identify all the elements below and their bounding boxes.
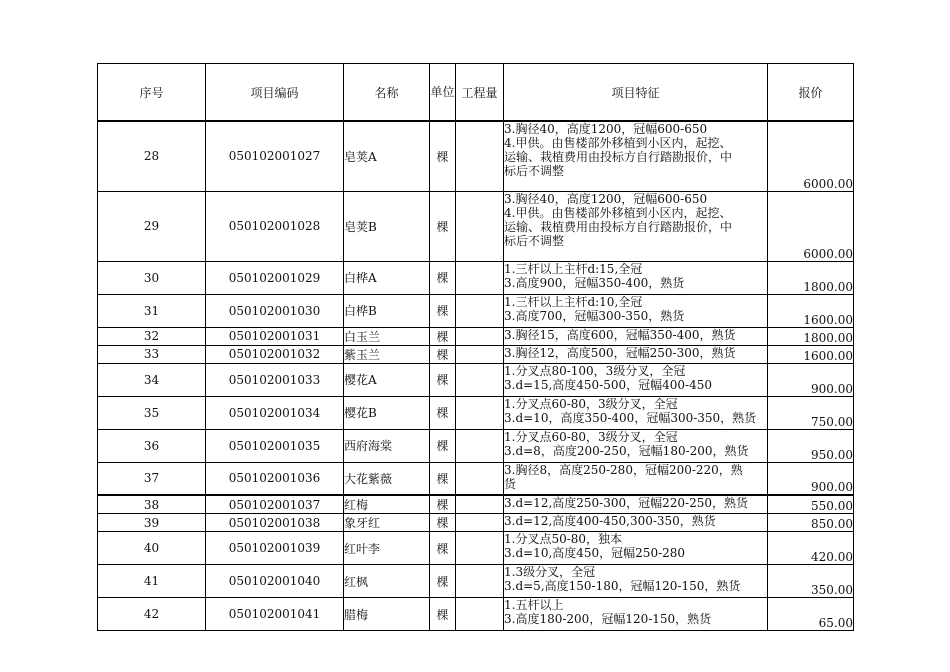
feature-line: 货 (504, 476, 517, 491)
feature-line: 1.3级分叉，全冠 (504, 565, 596, 579)
item-feature (504, 294, 768, 327)
table-row (98, 294, 854, 327)
row-number: 32 (98, 327, 206, 345)
item-quantity (456, 514, 504, 532)
item-code: 050102001033 (206, 363, 344, 396)
item-price: 1800.00 (768, 261, 854, 294)
feature-line: 1.分叉点60-80，3级分叉，全冠 (504, 396, 678, 411)
feature-line: 3.高度700，冠幅300-350，熟货 (504, 308, 685, 323)
item-code: 050102001031 (206, 327, 344, 345)
item-name: 腊梅 (344, 598, 430, 631)
item-name: 白桦A (344, 261, 430, 294)
feature-line: 标后不调整 (504, 233, 565, 248)
item-price: 6000.00 (768, 191, 854, 261)
row-number: 30 (98, 261, 206, 294)
feature-line: 3.胸径8，高度250-280，冠幅200-220，熟 (504, 462, 743, 477)
table-row (98, 327, 854, 345)
item-price: 65.00 (768, 598, 854, 631)
feature-line: 3.d=12,高度400-450,300-350，熟货 (504, 514, 716, 528)
item-quantity (456, 532, 504, 565)
item-unit: 棵 (430, 121, 456, 191)
item-code: 050102001029 (206, 261, 344, 294)
feature-line: 1.分叉点50-80，独本 (504, 532, 623, 546)
feature-line: 1.五杆以上 (504, 598, 564, 612)
table-row (98, 345, 854, 363)
item-quantity (456, 565, 504, 598)
item-price: 950.00 (768, 429, 854, 462)
item-code: 050102001037 (206, 495, 344, 514)
item-unit: 棵 (430, 462, 456, 495)
row-number: 31 (98, 294, 206, 327)
item-feature (504, 327, 768, 345)
table-row (98, 191, 854, 261)
item-quantity (456, 462, 504, 495)
item-name: 皂荚B (344, 191, 430, 261)
item-price: 750.00 (768, 396, 854, 429)
item-code: 050102001039 (206, 532, 344, 565)
table-row (98, 514, 854, 532)
feature-line: 运输、栽植费用由投标方自行踏勘报价，中 (504, 219, 733, 234)
header-code: 项目编码 (206, 64, 344, 122)
item-quantity (456, 191, 504, 261)
item-price: 6000.00 (768, 121, 854, 191)
header-row (98, 64, 854, 122)
item-unit: 棵 (430, 532, 456, 565)
item-name: 红枫 (344, 565, 430, 598)
item-quantity (456, 429, 504, 462)
row-number: 37 (98, 462, 206, 495)
item-unit: 棵 (430, 598, 456, 631)
item-code: 050102001040 (206, 565, 344, 598)
header-feature: 项目特征 (504, 64, 768, 122)
item-feature (504, 565, 768, 598)
feature-line: 运输、栽植费用由投标方自行踏勘报价，中 (504, 150, 733, 164)
feature-line: 3.胸径40，高度1200，冠幅600-650 (504, 122, 708, 136)
table-row (98, 396, 854, 429)
item-name: 白桦B (344, 294, 430, 327)
bill-of-quantities-table (97, 63, 854, 631)
item-code: 050102001036 (206, 462, 344, 495)
item-name: 西府海棠 (344, 429, 430, 462)
feature-line: 3.d=8，高度200-250，冠幅180-200，熟货 (504, 443, 749, 458)
feature-line: 3.d=12,高度250-300，冠幅220-250，熟货 (504, 496, 748, 510)
item-price: 1800.00 (768, 327, 854, 345)
item-quantity (456, 121, 504, 191)
item-feature (504, 532, 768, 565)
item-name: 象牙红 (344, 514, 430, 532)
item-quantity (456, 598, 504, 631)
table-row (98, 495, 854, 514)
item-quantity (456, 495, 504, 514)
item-unit: 棵 (430, 396, 456, 429)
item-feature (504, 514, 768, 532)
item-price: 900.00 (768, 462, 854, 495)
header-name: 名称 (344, 64, 430, 122)
feature-line: 1.分叉点80-100，3级分叉，全冠 (504, 363, 686, 378)
feature-line: 标后不调整 (504, 164, 565, 178)
row-number: 36 (98, 429, 206, 462)
item-price: 850.00 (768, 514, 854, 532)
item-price: 900.00 (768, 363, 854, 396)
item-code: 050102001034 (206, 396, 344, 429)
feature-line: 3.d=10,高度450，冠幅250-280 (504, 546, 686, 560)
header-quantity: 工程量 (456, 64, 504, 122)
feature-line: 3.d=15,高度450-500，冠幅400-450 (504, 377, 712, 392)
header-unit: 单位 (430, 64, 456, 122)
item-code: 050102001032 (206, 345, 344, 363)
item-code: 050102001028 (206, 191, 344, 261)
item-name: 大花紫薇 (344, 462, 430, 495)
feature-line: 4.甲供。由售楼部外移植到小区内，起挖、 (504, 205, 732, 220)
feature-line: 3.d=5,高度150-180，冠幅120-150，熟货 (504, 579, 741, 593)
item-quantity (456, 294, 504, 327)
item-quantity (456, 345, 504, 363)
feature-line: 3.d=10，高度350-400，冠幅300-350，熟货 (504, 410, 757, 425)
item-quantity (456, 327, 504, 345)
item-unit: 棵 (430, 565, 456, 598)
item-unit: 棵 (430, 261, 456, 294)
item-feature (504, 363, 768, 396)
item-code: 050102001041 (206, 598, 344, 631)
table-row (98, 532, 854, 565)
item-name: 皂荚A (344, 121, 430, 191)
item-feature (504, 396, 768, 429)
item-unit: 棵 (430, 514, 456, 532)
item-feature (504, 121, 768, 191)
table-body (98, 121, 854, 631)
item-feature (504, 598, 768, 631)
item-feature (504, 495, 768, 514)
table-row (98, 462, 854, 495)
item-quantity (456, 396, 504, 429)
feature-line: 3.高度180-200，冠幅120-150，熟货 (504, 612, 712, 626)
row-number: 42 (98, 598, 206, 631)
item-code: 050102001035 (206, 429, 344, 462)
row-number: 34 (98, 363, 206, 396)
row-number: 35 (98, 396, 206, 429)
item-price: 1600.00 (768, 345, 854, 363)
item-price: 1600.00 (768, 294, 854, 327)
item-name: 白玉兰 (344, 327, 430, 345)
item-feature (504, 429, 768, 462)
item-unit: 棵 (430, 191, 456, 261)
item-feature (504, 261, 768, 294)
row-number: 29 (98, 191, 206, 261)
item-price: 350.00 (768, 565, 854, 598)
item-feature (504, 191, 768, 261)
table-row (98, 598, 854, 631)
feature-line: 1.三杆以上主杆d:15,全冠 (504, 261, 643, 276)
item-quantity (456, 261, 504, 294)
item-code: 050102001038 (206, 514, 344, 532)
table-row (98, 261, 854, 294)
header-no: 序号 (98, 64, 206, 122)
header-price: 报价 (768, 64, 854, 122)
feature-line: 1.分叉点60-80，3级分叉，全冠 (504, 429, 678, 444)
item-unit: 棵 (430, 294, 456, 327)
table-row (98, 363, 854, 396)
item-feature (504, 462, 768, 495)
item-name: 樱花B (344, 396, 430, 429)
row-number: 41 (98, 565, 206, 598)
item-price: 550.00 (768, 495, 854, 514)
item-name: 樱花A (344, 363, 430, 396)
item-name: 红叶李 (344, 532, 430, 565)
feature-line: 3.胸径12，高度500，冠幅250-300，熟货 (504, 345, 736, 360)
item-unit: 棵 (430, 327, 456, 345)
row-number: 40 (98, 532, 206, 565)
row-number: 38 (98, 495, 206, 514)
item-unit: 棵 (430, 429, 456, 462)
item-name: 红梅 (344, 495, 430, 514)
item-code: 050102001027 (206, 121, 344, 191)
feature-line: 3.胸径15，高度600，冠幅350-400，熟货 (504, 327, 736, 342)
row-number: 39 (98, 514, 206, 532)
item-unit: 棵 (430, 345, 456, 363)
item-price: 420.00 (768, 532, 854, 565)
item-name: 紫玉兰 (344, 345, 430, 363)
feature-line: 3.高度900，冠幅350-400，熟货 (504, 275, 685, 290)
item-unit: 棵 (430, 363, 456, 396)
feature-line: 1.三杆以上主杆d:10,全冠 (504, 294, 643, 309)
item-code: 050102001030 (206, 294, 344, 327)
item-unit: 棵 (430, 495, 456, 514)
feature-line: 3.胸径40，高度1200，冠幅600-650 (504, 191, 708, 206)
row-number: 33 (98, 345, 206, 363)
table-row (98, 121, 854, 191)
item-quantity (456, 363, 504, 396)
table-row (98, 429, 854, 462)
item-feature (504, 345, 768, 363)
feature-line: 4.甲供。由售楼部外移植到小区内，起挖、 (504, 136, 732, 150)
row-number: 28 (98, 121, 206, 191)
table-row (98, 565, 854, 598)
